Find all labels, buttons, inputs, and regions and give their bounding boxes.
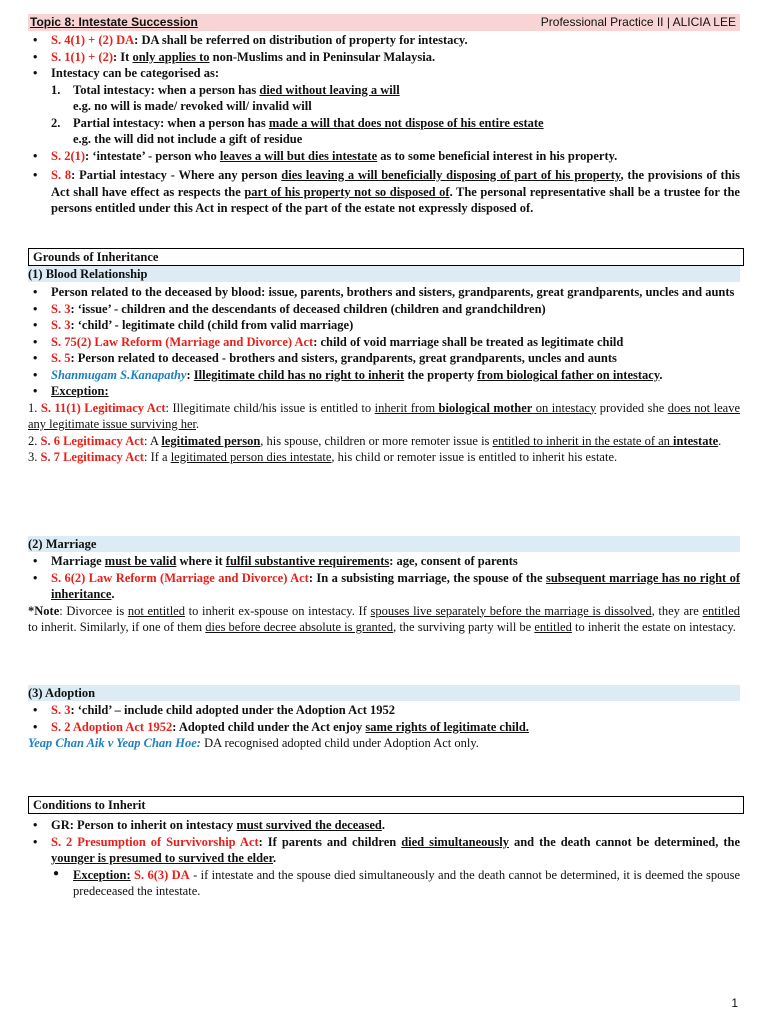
page-number: 1 [731, 996, 738, 1010]
course-label: Professional Practice II | ALICIA LEE [540, 15, 736, 29]
list-item: • Person related to the deceased by blood: issue, parents, brothers and sisters, grandparents, great grandparents, uncles and aunts [28, 284, 740, 301]
intro-section [28, 32, 740, 217]
list-item: • Shanmugam S.Kanapathy: Illegitimate child has no right to inherit the property from biological father on intestacy. [28, 367, 740, 384]
conditions-section [28, 817, 740, 900]
exception-1: 1. S. 11(1) Legitimacy Act: Illegitimate child/his issue is entitled to inherit from biological mother on intestacy provided she does not leave any legitimate issue surviving her. [28, 400, 740, 431]
adoption-heading: (3) Adoption [28, 685, 740, 701]
list-item: • S. 3: ‘issue’ - children and the descendants of deceased children (children and grandchildren) [28, 301, 740, 318]
list-item: • Marriage must be valid where it fulfil substantive requirements: age, consent of parents [28, 553, 740, 570]
adoption-section [28, 702, 740, 752]
list-item: • Exception: [28, 383, 740, 400]
list-item: • GR: Person to inherit on intestacy must survived the deceased. [28, 817, 740, 834]
blood-section [28, 284, 740, 466]
list-item: • S. 2(1): ‘intestate’ - person who leaves a will but dies intestate as to some beneficial interest in his property. [28, 148, 740, 165]
conditions-exception: ● Exception: S. 6(3) DA - if intestate and the spouse died simultaneously and the death cannot be determined, it is deemed the spouse predeceased the intestate. [28, 867, 740, 900]
list-item: • S. 1(1) + (2): It only applies to non-Muslims and in Peninsular Malaysia. [28, 49, 740, 66]
topic-title: Topic 8: Intestate Succession [30, 15, 198, 29]
exception-3: 3. S. 7 Legitimacy Act: If a legitimated person dies intestate, his child or remoter issue is entitled to inherit his estate. [28, 450, 618, 464]
list-item: • S. 6(2) Law Reform (Marriage and Divorce) Act: In a subsisting marriage, the spouse of the subsequent marriage has no right of inheritance. [28, 570, 740, 603]
blood-heading: (1) Blood Relationship [28, 266, 740, 282]
list-item: • S. 3: ‘child’ – include child adopted under the Adoption Act 1952 [28, 702, 740, 719]
list-item: • S. 2 Adoption Act 1952: Adopted child under the Act enjoy same rights of legitimate child. [28, 719, 740, 736]
exception-2: 2. S. 6 Legitimacy Act: A legitimated person, his spouse, children or more remoter issue is entitled to inherit in the estate of an intestate. [28, 433, 722, 448]
marriage-note: *Note: Divorcee is not entitled to inherit ex-spouse on intestacy. If spouses live separately before the marriage is dissolved, they are entitled to inherit. Similarly, if one of them dies before decree absolute is granted, the surviving party will be entitled to inherit the estate on intestacy. [28, 603, 740, 634]
list-item: • S. 75(2) Law Reform (Marriage and Divorce) Act: child of void marriage shall be treated as legitimate child [28, 334, 740, 351]
page-header [28, 14, 740, 31]
list-item: • S. 4(1) + (2) DA: DA shall be referred on distribution of property for intestacy. [28, 32, 740, 49]
list-item: 1. Total intestacy: when a person has died without leaving a will e.g. no will is made/ revoked will/ invalid will [51, 82, 400, 113]
adoption-case: Yeap Chan Aik v Yeap Chan Hoe: DA recognised adopted child under Adoption Act only. [28, 736, 479, 750]
marriage-section [28, 553, 740, 636]
list-item: • S. 5: Person related to deceased - brothers and sisters, grandparents, great grandparents, uncles and aunts [28, 350, 740, 367]
list-item: • S. 2 Presumption of Survivorship Act: If parents and children died simultaneously and the death cannot be determined, the younger is presumed to survived the elder. [28, 834, 740, 867]
marriage-heading: (2) Marriage [28, 536, 740, 552]
conditions-box-heading: Conditions to Inherit [28, 796, 744, 814]
list-item: • S. 8: Partial intestacy - Where any person dies leaving a will beneficially disposing of part of his property, the provisions of this Act shall have effect as respects the part of his property not so disposed of. The personal representative shall be a trustee for the persons entitled under this Act in respect of the part of the estate not expressly disposed of. [28, 167, 740, 217]
list-item: 2. Partial intestacy: when a person has made a will that does not dispose of his entire estate e.g. the will did not include a gift of residue [51, 115, 544, 146]
intestacy-types [51, 82, 740, 148]
list-item: • Intestacy can be categorised as: 1. Total intestacy: when a person has died without leaving a will e.g. no will is made/ revoked will/ invalid will 2. Partial intestacy: when a person has made a will that does not dispose of his entire estate e.g. the will did not include a gift of residue [28, 65, 740, 148]
list-item: • S. 3: ‘child’ - legitimate child (child from valid marriage) [28, 317, 740, 334]
grounds-box-heading: Grounds of Inheritance [28, 248, 744, 266]
